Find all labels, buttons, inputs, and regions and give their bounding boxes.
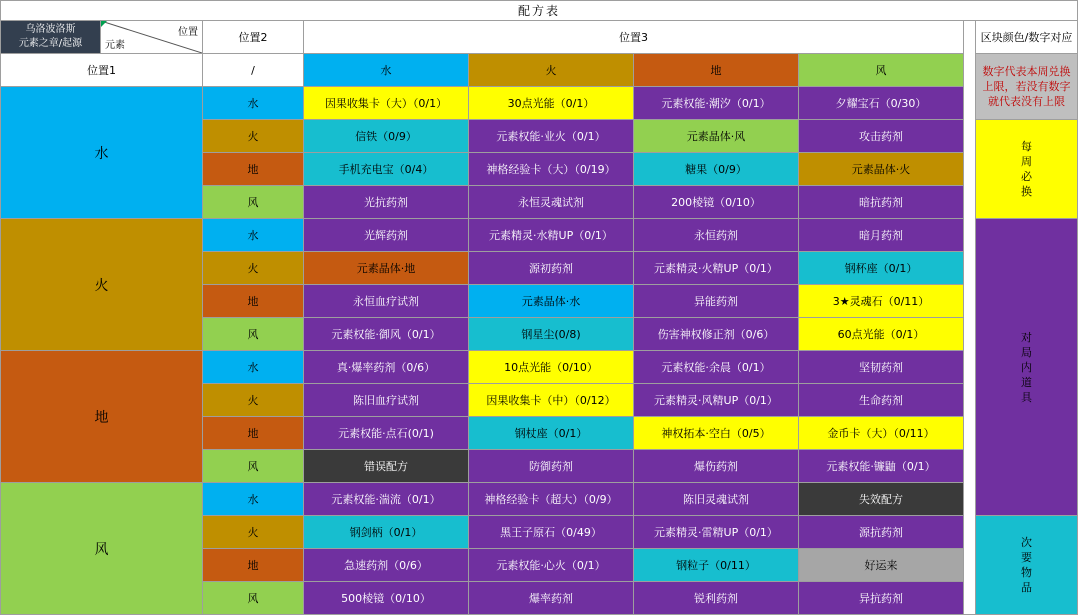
recipe-cell-2-3 [799,153,964,186]
recipe-name: 光辉药剂 [364,229,408,242]
position2-cell-1-0: 水 [203,219,304,252]
recipe-cell-14-2 [634,549,799,582]
recipe-cell-12-0 [304,483,469,516]
recipe-cell-3-0 [304,186,469,219]
position2-cell-1-3: 风 [203,318,304,351]
recipe-name: 好运来 [864,559,898,572]
recipe-cell-8-3 [799,351,964,384]
recipe-cell-13-2 [634,516,799,549]
recipe-cell-6-3 [799,285,964,318]
position2-cell-0-1: 火 [203,120,304,153]
recipe-cell-11-2 [634,450,799,483]
recipe-name: 急速药剂（0/6） [344,559,428,572]
recipe-name: 钢星尘(0/8) [521,328,581,341]
recipe-name: 夕耀宝石（0/30） [835,97,927,110]
column-header-2: 地 [634,54,799,87]
recipe-name: 真·爆率药剂（0/6） [336,361,436,374]
position1-group-0: 水 [0,87,203,219]
recipe-name: 陈旧灵魂试剂 [683,493,749,506]
recipe-cell-9-3 [799,384,964,417]
recipe-name: 暗月药剂 [859,229,903,242]
recipe-cell-4-0 [304,219,469,252]
recipe-cell-1-1 [469,120,634,153]
legend-battle [976,219,1078,516]
recipe-cell-7-0 [304,318,469,351]
recipe-cell-7-3 [799,318,964,351]
recipe-cell-6-0 [304,285,469,318]
recipe-cell-8-1 [469,351,634,384]
recipe-name: 元素精灵·雷精UP（0/1） [654,526,778,539]
recipe-cell-6-1 [469,285,634,318]
recipe-name: 源初药剂 [529,262,573,275]
column-header-3: 风 [799,54,964,87]
recipe-cell-12-1 [469,483,634,516]
legend-weekly [976,120,1078,219]
recipe-cell-15-3 [799,582,964,615]
recipe-name: 爆率药剂 [529,592,573,605]
recipe-name: 错误配方 [364,460,408,473]
recipe-name: 防御药剂 [529,460,573,473]
position2-header: 位置2 [203,21,304,54]
recipe-name: 元素精灵·水精UP（0/1） [489,229,613,242]
recipe-name: 500棱镜（0/10） [341,592,431,605]
recipe-cell-7-2 [634,318,799,351]
recipe-cell-4-3 [799,219,964,252]
recipe-cell-11-3 [799,450,964,483]
recipe-cell-2-0 [304,153,469,186]
recipe-cell-14-0 [304,549,469,582]
position1-group-2: 地 [0,351,203,483]
recipe-name: 生命药剂 [859,394,903,407]
recipe-cell-0-2 [634,87,799,120]
recipe-name: 元素权能·镰鼬（0/1） [826,460,936,473]
element-label: 元素 [105,40,125,51]
position2-cell-2-1: 火 [203,384,304,417]
recipe-name: 元素晶体·火 [851,163,911,176]
recipe-cell-15-1 [469,582,634,615]
slash-header: / [203,54,304,87]
recipe-cell-0-3 [799,87,964,120]
game-name: 乌洛波洛斯 [25,24,76,35]
recipe-cell-10-0 [304,417,469,450]
recipe-name: 钢杖座（0/1） [514,427,588,440]
recipe-cell-1-0 [304,120,469,153]
recipe-cell-13-3 [799,516,964,549]
recipe-cell-12-2 [634,483,799,516]
legend-note: 数字代表本周兑换上限，若没有数字就代表没有上限 [976,54,1078,120]
recipe-name: 元素权能·业火（0/1） [496,130,606,143]
recipe-name: 元素晶体·地 [356,262,416,275]
recipe-name: 元素权能·御风（0/1） [331,328,441,341]
recipe-cell-11-0 [304,450,469,483]
recipe-name: 因果收集卡（中）（0/12） [486,394,616,407]
recipe-cell-1-3 [799,120,964,153]
legend-battle-text: 对 局 内 道 具 [1021,330,1032,404]
recipe-name: 爆伤药剂 [694,460,738,473]
position1-group-1: 火 [0,219,203,351]
recipe-cell-9-2 [634,384,799,417]
recipe-name: 信铁（0/9） [355,130,417,143]
chapter-name: 元素之章/起源 [18,38,83,49]
recipe-name: 永恒药剂 [694,229,738,242]
recipe-name: 元素权能·潮汐（0/1） [661,97,771,110]
recipe-name: 锐利药剂 [694,592,738,605]
position3-header: 位置3 [304,21,964,54]
recipe-name: 神权拓本·空白（0/5） [661,427,771,440]
recipe-cell-0-0 [304,87,469,120]
recipe-cell-11-1 [469,450,634,483]
recipe-cell-8-0 [304,351,469,384]
recipe-cell-6-2 [634,285,799,318]
recipe-name: 陈旧血疗试剂 [353,394,419,407]
recipe-name: 异抗药剂 [859,592,903,605]
legend-header: 区块颜色/数字对应 [976,21,1078,54]
column-header-0: 水 [304,54,469,87]
legend-minor-text: 次 要 物 品 [1021,536,1032,594]
position2-cell-3-3: 风 [203,582,304,615]
recipe-cell-15-0 [304,582,469,615]
recipe-name: 黑王子原石（0/49） [500,526,602,539]
recipe-name: 金币卡（大）（0/11） [827,427,935,440]
recipe-cell-5-0 [304,252,469,285]
game-name-cell [0,21,101,54]
recipe-cell-0-1 [469,87,634,120]
recipe-name: 10点光能（0/10） [504,361,598,374]
recipe-name: 钢粒子（0/11） [676,559,756,572]
recipe-cell-10-2 [634,417,799,450]
position2-cell-1-1: 火 [203,252,304,285]
position-label: 位置 [178,27,198,38]
recipe-cell-4-1 [469,219,634,252]
recipe-name: 元素权能·点石(0/1) [338,427,434,440]
recipe-cell-3-2 [634,186,799,219]
recipe-cell-5-3 [799,252,964,285]
recipe-cell-14-1 [469,549,634,582]
recipe-name: 3★灵魂石（0/11） [832,295,930,308]
spacer-column [964,21,976,615]
recipe-name: 神格经验卡（大）（0/19） [486,163,616,176]
diagonal-header-cell [101,21,203,54]
recipe-name: 30点光能（0/1） [507,97,595,110]
recipe-cell-2-2 [634,153,799,186]
sheet-title: 配方表 [0,0,1078,21]
position1-group-3: 风 [0,483,203,615]
recipe-name: 暗抗药剂 [859,196,903,209]
position2-cell-0-2: 地 [203,153,304,186]
recipe-name: 元素晶体·风 [686,130,746,143]
recipe-name: 元素精灵·火精UP（0/1） [654,262,778,275]
recipe-name: 光抗药剂 [364,196,408,209]
recipe-cell-13-0 [304,516,469,549]
recipe-name: 异能药剂 [694,295,738,308]
column-header-1: 火 [469,54,634,87]
recipe-cell-12-3 [799,483,964,516]
recipe-name: 坚韧药剂 [859,361,903,374]
recipe-name: 永恒灵魂试剂 [518,196,584,209]
position2-cell-2-3: 风 [203,450,304,483]
recipe-name: 60点光能（0/1） [837,328,925,341]
recipe-name: 钢剑柄（0/1） [349,526,423,539]
recipe-cell-8-2 [634,351,799,384]
recipe-name: 元素权能·心火（0/1） [496,559,606,572]
recipe-cell-14-3 [799,549,964,582]
recipe-cell-5-2 [634,252,799,285]
recipe-cell-13-1 [469,516,634,549]
position1-header: 位置1 [0,54,203,87]
recipe-cell-10-1 [469,417,634,450]
recipe-cell-2-1 [469,153,634,186]
recipe-cell-9-0 [304,384,469,417]
recipe-cell-4-2 [634,219,799,252]
legend-minor [976,516,1078,615]
position2-cell-0-0: 水 [203,87,304,120]
recipe-name: 元素权能·湍流（0/1） [331,493,441,506]
recipe-name: 失效配方 [859,493,903,506]
recipe-name: 神格经验卡（超大）（0/9） [484,493,618,506]
recipe-name: 元素精灵·风精UP（0/1） [654,394,778,407]
recipe-name: 糖果（0/9） [685,163,747,176]
legend-weekly-text: 每 周 必 换 [1021,140,1032,198]
recipe-cell-9-1 [469,384,634,417]
recipe-name: 伤害神权修正剂（0/6） [657,328,775,341]
recipe-cell-1-2 [634,120,799,153]
recipe-name: 元素权能·余晨（0/1） [661,361,771,374]
recipe-cell-7-1 [469,318,634,351]
position2-cell-0-3: 风 [203,186,304,219]
position2-cell-2-0: 水 [203,351,304,384]
position2-cell-3-2: 地 [203,549,304,582]
recipe-name: 攻击药剂 [859,130,903,143]
recipe-cell-3-1 [469,186,634,219]
recipe-cell-10-3 [799,417,964,450]
position2-cell-3-1: 火 [203,516,304,549]
recipe-name: 永恒血疗试剂 [353,295,419,308]
position2-cell-1-2: 地 [203,285,304,318]
recipe-cell-5-1 [469,252,634,285]
recipe-name: 手机充电宝（0/4） [338,163,434,176]
position2-cell-2-2: 地 [203,417,304,450]
recipe-cell-15-2 [634,582,799,615]
recipe-name: 钢杯座（0/1） [844,262,918,275]
position2-cell-3-0: 水 [203,483,304,516]
recipe-name: 源抗药剂 [859,526,903,539]
recipe-name: 元素晶体·水 [521,295,581,308]
recipe-name: 因果收集卡（大）（0/1） [324,97,448,110]
recipe-name: 200棱镜（0/10） [671,196,761,209]
recipe-cell-3-3 [799,186,964,219]
